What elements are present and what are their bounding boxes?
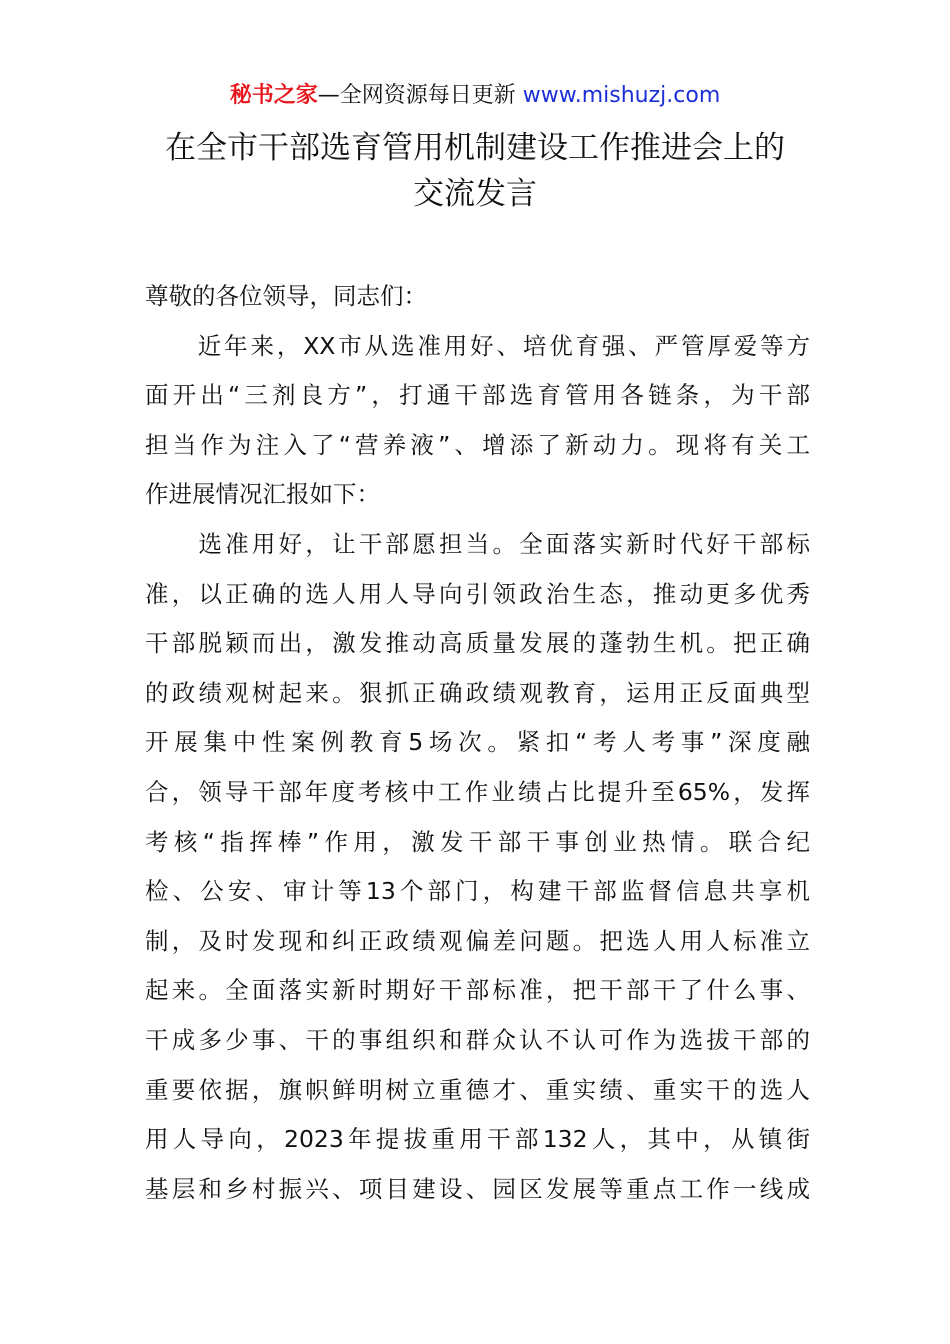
body-line: 基层和乡村振兴、项目建设、园区发展等重点工作一线成 <box>145 1174 810 1203</box>
site-header <box>0 80 950 112</box>
body-line: 近年来，XX市从选准用好、培优育强、严管厚爱等方 <box>145 331 810 360</box>
title-line-2: 交流发言 <box>413 176 537 212</box>
body-line: 干成多少事、干的事组织和群众认不认可作为选拔干部的 <box>145 1025 810 1054</box>
brand-name: 秘书之家 <box>229 83 318 108</box>
salutation: 尊敬的各位领导，同志们： <box>145 282 427 310</box>
body-line: 担当作为注入了“营养液”、增添了新动力。现将有关工 <box>145 430 810 459</box>
site-url-link[interactable]: www.mishuzj.com <box>522 83 721 108</box>
body-line: 制，及时发现和纠正政绩观偏差问题。把选人用人标准立 <box>145 926 810 955</box>
title-line-1: 在全市干部选育管用机制建设工作推进会上的 <box>165 130 785 166</box>
body-line: 重要依据，旗帜鲜明树立重德才、重实绩、重实干的选人 <box>145 1075 810 1104</box>
body-line: 选准用好，让干部愿担当。全面落实新时代好干部标 <box>145 529 810 558</box>
document-title <box>0 125 950 217</box>
body-line: 起来。全面落实新时期好干部标准，把干部干了什么事、 <box>145 976 810 1005</box>
body-line: 用人导向，2023年提拔重用干部132人，其中，从镇街 <box>145 1125 810 1154</box>
header-tagline: —全网资源每日更新 <box>317 83 523 108</box>
body-line: 检、公安、审计等13个部门，构建干部监督信息共享机 <box>145 877 810 906</box>
body-line: 面开出“三剂良方”，打通干部选育管用各链条，为干部 <box>145 381 810 410</box>
document-body <box>145 272 810 1214</box>
body-line: 考核“指挥棒”作用，激发干部干事创业热情。联合纪 <box>145 827 810 856</box>
body-line: 作进展情况汇报如下： <box>145 480 380 509</box>
body-line: 开展集中性案例教育5场次。紧扣“考人考事”深度融 <box>145 728 810 757</box>
body-line: 准，以正确的选人用人导向引领政治生态，推动更多优秀 <box>145 579 810 608</box>
body-line: 干部脱颖而出，激发推动高质量发展的蓬勃生机。把正确 <box>145 629 810 658</box>
body-line: 的政绩观树起来。狠抓正确政绩观教育，运用正反面典型 <box>145 678 810 707</box>
body-line: 合，领导干部年度考核中工作业绩占比提升至65%，发挥 <box>145 777 810 806</box>
